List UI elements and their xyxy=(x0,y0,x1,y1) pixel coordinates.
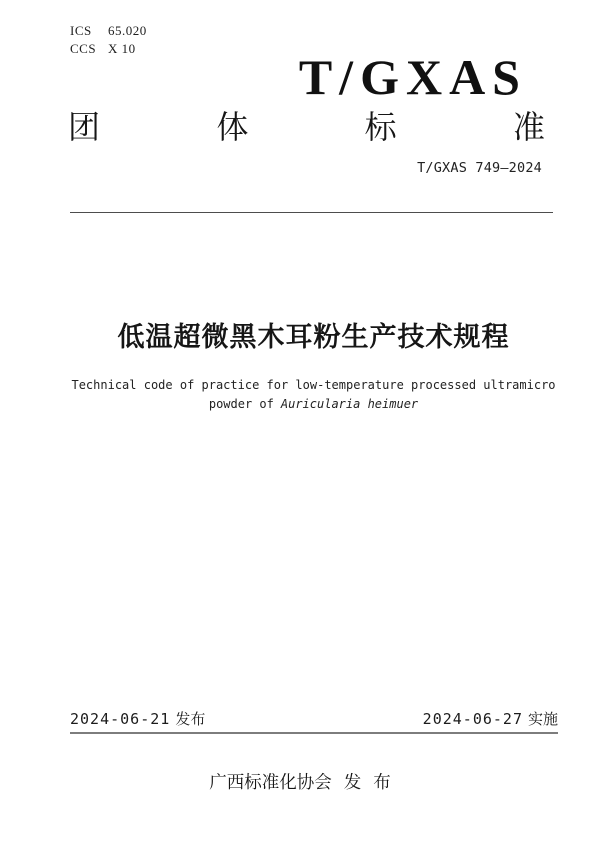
english-title-line2 xyxy=(40,395,587,414)
publish-label-char: 布 xyxy=(373,772,391,792)
ics-label: ICS xyxy=(70,23,92,38)
standard-number: T/GXAS 749—2024 xyxy=(417,160,542,176)
dates-row xyxy=(70,710,558,729)
standard-body-logo: T/GXAS xyxy=(298,49,527,105)
ccs-code-line xyxy=(70,40,147,58)
species-name-italic: Auricularia heimuer xyxy=(280,397,419,411)
publish-label-char: 发 xyxy=(343,772,362,792)
document-title-english xyxy=(40,376,587,414)
standard-type-row xyxy=(68,108,545,146)
standard-type-char: 体 xyxy=(216,109,249,145)
english-title-line2-prefix: powder of xyxy=(208,397,274,411)
issue-date-block xyxy=(70,710,205,729)
publisher-line xyxy=(0,771,600,793)
publisher-org: 广西标准化协会 xyxy=(209,772,332,792)
header-divider-line xyxy=(70,212,553,213)
ccs-label: CCS xyxy=(70,40,97,56)
ccs-value: X 10 xyxy=(108,40,136,56)
issue-date: 2024-06-21 xyxy=(70,710,171,728)
standard-type-char: 团 xyxy=(68,109,101,145)
document-title-chinese: 低温超微黑木耳粉生产技术规程 xyxy=(117,322,510,352)
implement-date-block xyxy=(423,710,558,729)
implement-date: 2024-06-27 xyxy=(422,710,523,728)
implement-date-label: 实施 xyxy=(527,711,558,728)
ics-value: 65.020 xyxy=(108,23,147,38)
standard-type-char: 准 xyxy=(512,109,545,145)
issue-date-label: 发布 xyxy=(175,711,206,728)
english-title-line1: Technical code of practice for low-temperature processed ultramicro xyxy=(71,378,556,392)
footer-divider-line xyxy=(70,732,558,734)
classification-codes xyxy=(70,22,147,57)
ics-code-line xyxy=(70,22,147,40)
standard-type-char: 标 xyxy=(364,109,397,145)
